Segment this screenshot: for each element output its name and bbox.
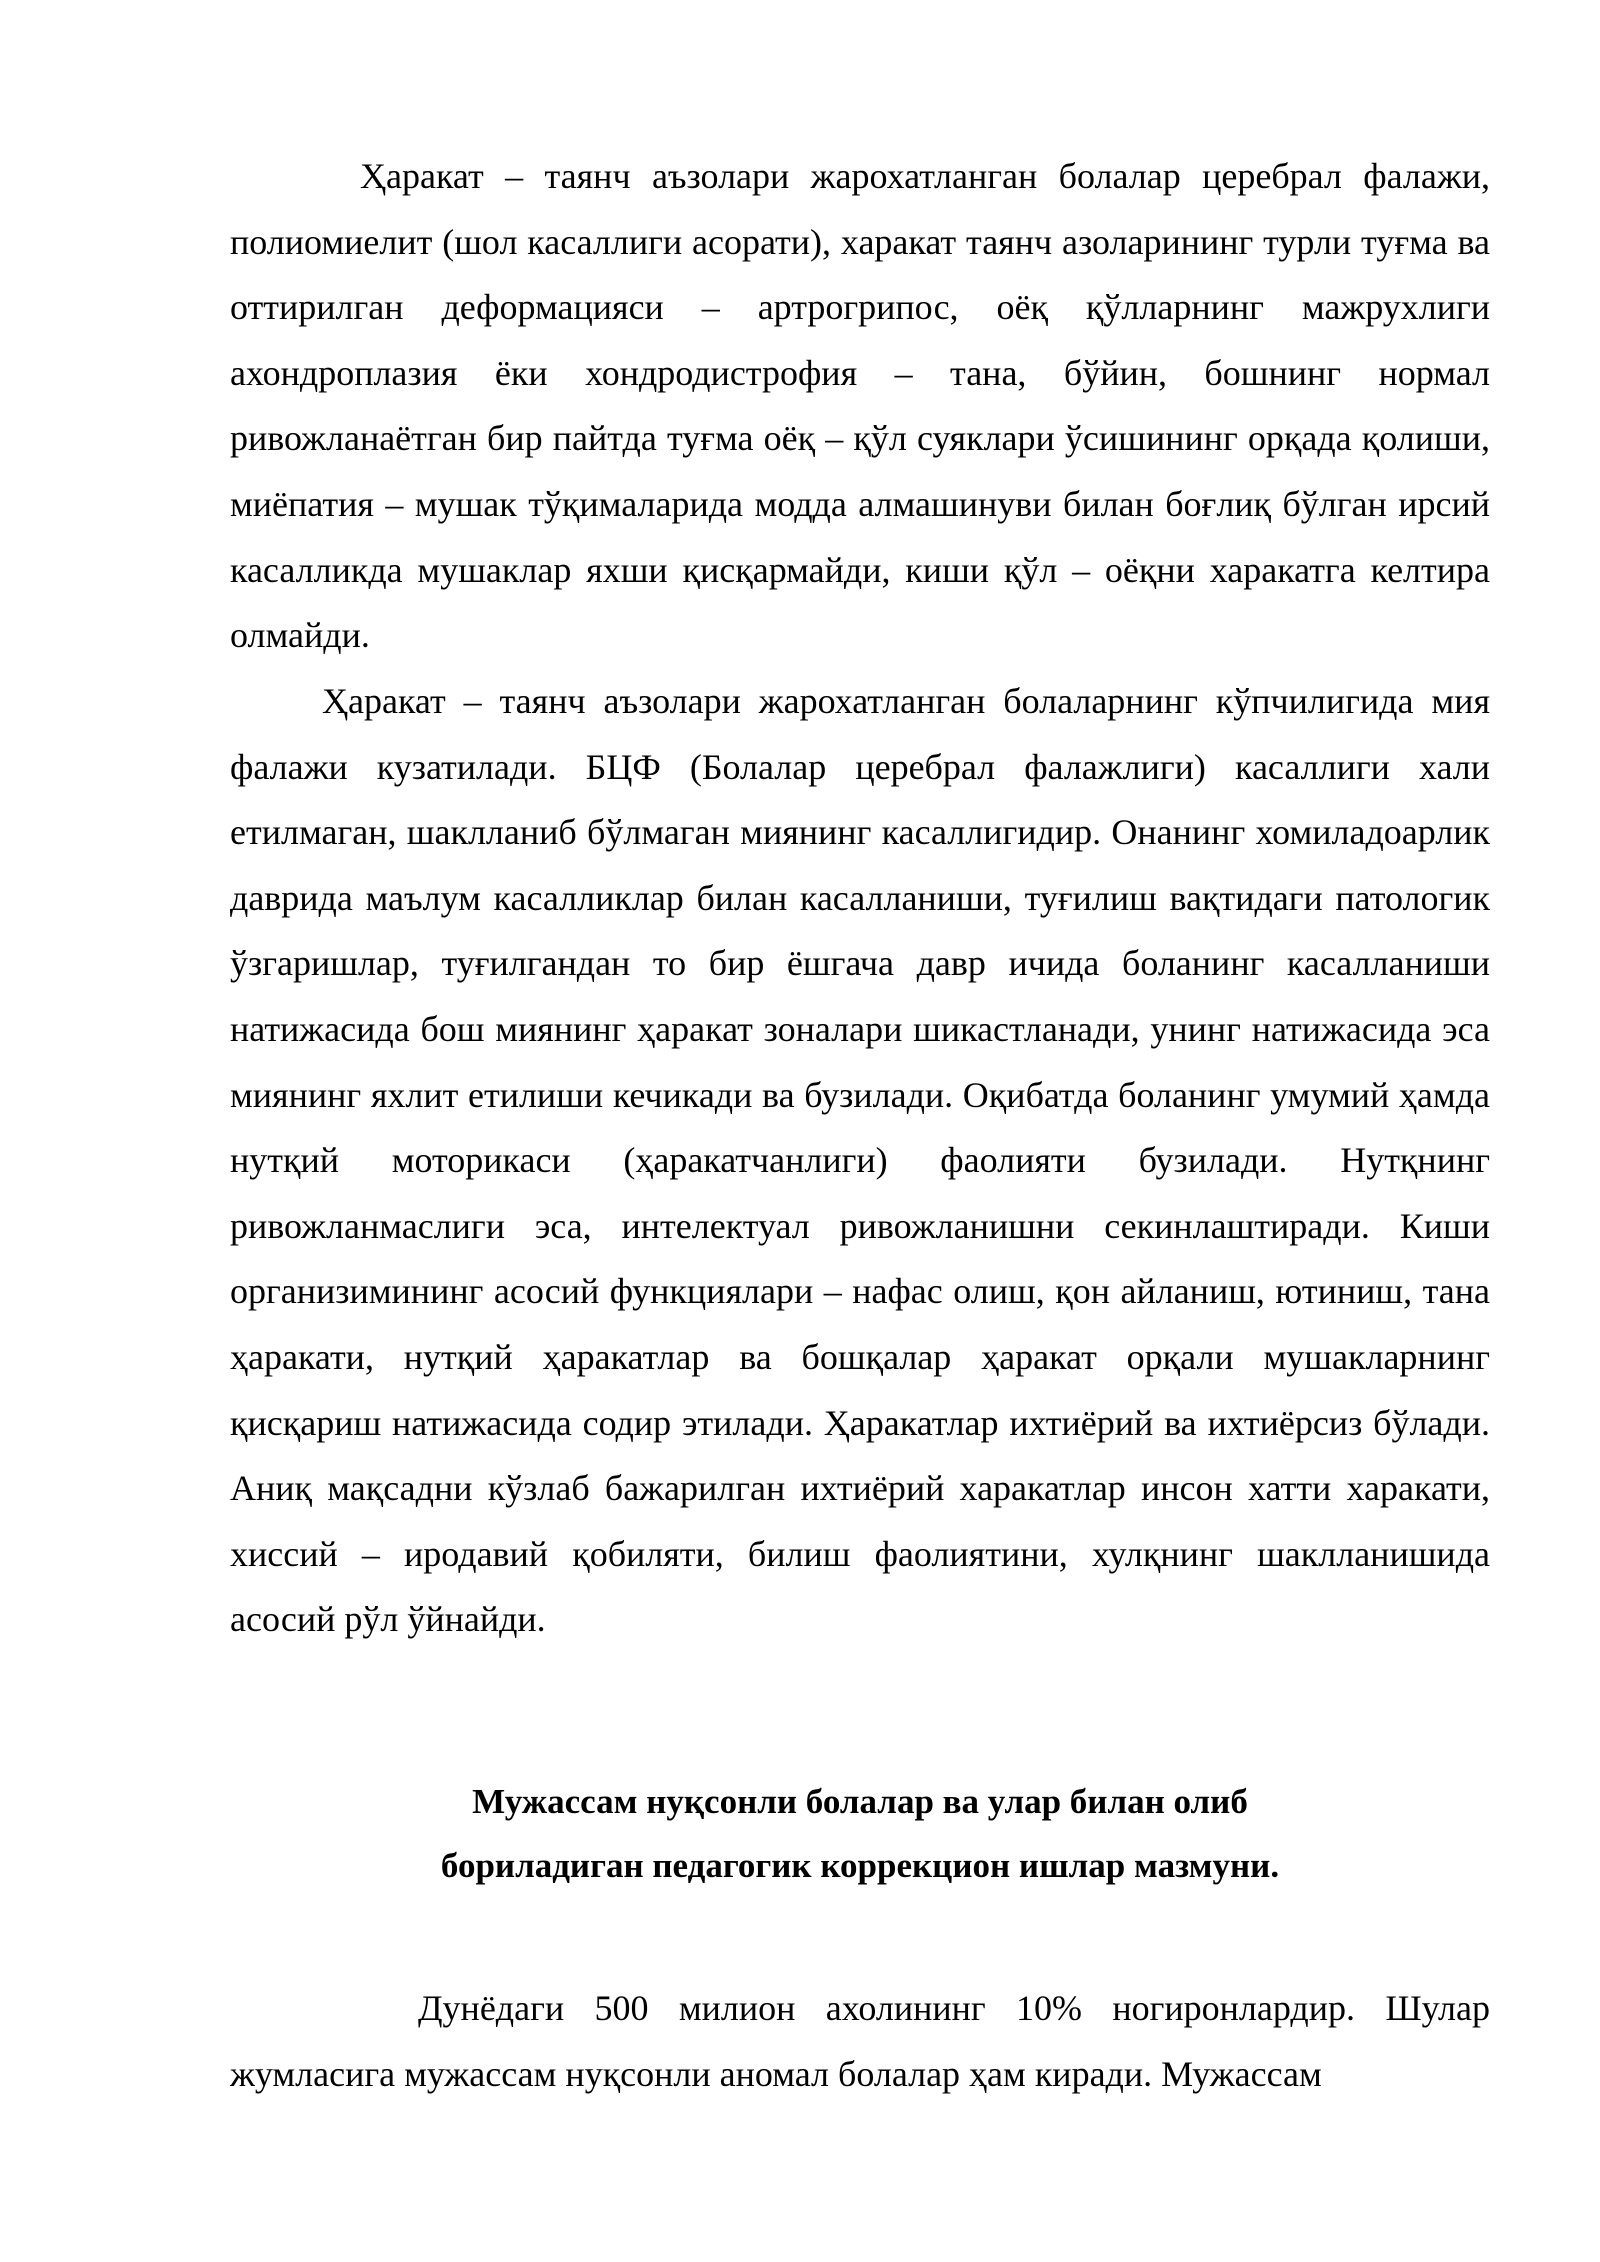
paragraph-statistics: Дунёдаги 500 милион ахолининг 10% ногиронлардир. Шулар жумласига мужассам нуқсонли аномал болалар ҳам киради. Мужассам	[230, 1988, 1490, 2094]
paragraph-movement-disorders: Ҳаракат – таянч аъзолари жарохатланган болалар церебрал фалажи, полиомиелит (шол касаллиги асорати), харакат таянч азоларининг турли туғма ва оттирилган деформацияси – артрогрипос, оёқ қўлларнинг мажрухлиги ахондроплазия ёки хондродистрофия – тана, бўйин, бошнинг нормал ривожланаётган бир пайтда туғма оёқ – қўл суяклари ўсишининг орқада қолиши, миёпатия – мушак тўқималарида модда алмашинуви билан боғлиқ бўлган ирсий касалликда мушаклар яхши қисқармайди, киши қўл – оёқни харакатга келтира олмайди.	[230, 156, 1490, 656]
section-heading	[230, 1770, 1490, 1898]
section-heading-line-2: бориладиган педагогик коррекцион ишлар мазмуни.	[440, 1846, 1280, 1885]
paragraph-cerebral-palsy: Ҳаракат – таянч аъзолари жарохатланган болаларнинг кўпчилигида мия фалажи кузатилади. БЦФ (Болалар церебрал фалажлиги) касаллиги хали етилмаган, шаклланиб бўлмаган миянинг касаллигидир. Онанинг хомиладоарлик даврида маълум касалликлар билан касалланиши, туғилиш вақтидаги патологик ўзгаришлар, туғилгандан то бир ёшгача давр ичида боланинг касалланиши натижасида бош миянинг ҳаракат зоналари шикастланади, унинг натижасида эса миянинг яхлит етилиши кечикади ва бузилади. Оқибатда боланинг умумий ҳамда нутқий моторикаси (ҳаракатчанлиги) фаолияти бузилади. Нутқнинг ривожланмаслиги эса, интелектуал ривожланишни секинлаштиради. Киши организимининг асосий функциялари – нафас олиш, қон айланиш, ютиниш, тана ҳаракати, нутқий ҳаракатлар ва бошқалар ҳаракат орқали мушакларнинг қисқариш натижасида содир этилади. Ҳаракатлар ихтиёрий ва ихтиёрсиз бўлади. Аниқ мақсадни кўзлаб бажарилган ихтиёрий харакатлар инсон хатти харакати, хиссий – иродавий қобиляти, билиш фаолиятини, хулқнинг шаклланишида асосий рўл ўйнайди.	[230, 681, 1490, 1640]
section-heading-line-1: Мужассам нуқсонли болалар ва улар билан олиб	[472, 1782, 1248, 1821]
